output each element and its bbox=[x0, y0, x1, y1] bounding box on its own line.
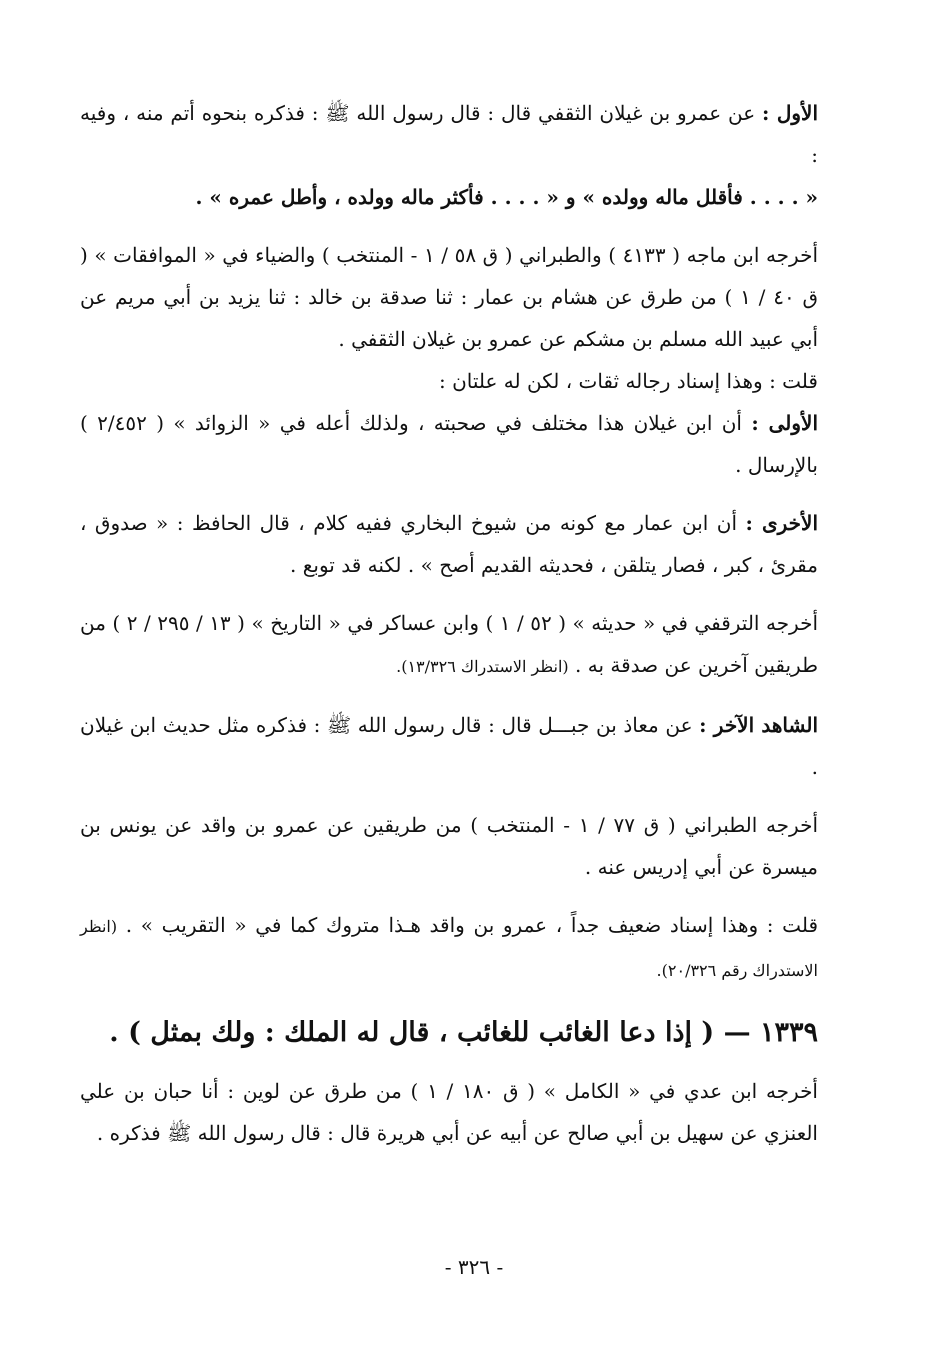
hadith-heading bbox=[80, 1008, 818, 1058]
section-takhrij-3 bbox=[80, 804, 818, 888]
ukhra-text: أن ابن عمار مع كونه من شيوخ البخاري ففيه كلام ، قال الحافظ : « صدوق ، مقرئ ، كبر ، فصار يتلقن ، فحديثه القديم أصح » . لكنه قد توبع . bbox=[80, 511, 818, 577]
takhrij-1-text: أخرجه ابن ماجه ( ٤١٣٣ ) والطبراني ( ق ٥٨ / ١ - المنتخب ) والضياء في « الموافقات » ( ق ٤٠ / ١ ) من طرق عن هشام بن عمار : ثنا صدقة بن خالد : ثنا يزيد بن أبي مريم عن أبي عبيد الله مسلم بن مشكم عن عمرو بن غيلان الثقفي . bbox=[80, 243, 819, 351]
paragraph bbox=[80, 804, 818, 888]
paragraph bbox=[80, 502, 818, 586]
paragraph bbox=[80, 176, 818, 218]
section-ukhra bbox=[80, 502, 818, 586]
paragraph bbox=[80, 402, 818, 486]
label-ukhra: الأخرى : bbox=[745, 511, 819, 535]
first-text: عن عمرو بن غيلان الثقفي قال : قال رسول الله ﷺ : فذكره بنحوه أتم منه ، وفيه : bbox=[80, 101, 818, 167]
section-shahid bbox=[80, 704, 818, 788]
paragraph bbox=[80, 704, 818, 788]
istidrak-note: (انظر الاستدراك رقم ٢٠/٣٢٦). bbox=[80, 917, 818, 980]
paragraph bbox=[80, 360, 818, 402]
shahid-text: عن معاذ بن جبـــل قال : قال رسول الله ﷺ : فذكره مثل حديث ابن غيلان . bbox=[80, 713, 818, 779]
section-takhrij-4 bbox=[80, 1070, 818, 1154]
label-shahid: الشاهد الآخر : bbox=[699, 713, 818, 737]
section-qultu bbox=[80, 904, 818, 992]
takhrij-4-text: أخرجه ابن عدي في « الكامل » ( ق ١٨٠ / ١ ) من طرق عن لوين : أنا حبان بن علي العنزي عن سهيل بن أبي صالح عن أبيه عن أبي هريرة قال : قال رسول الله ﷺ فذكره . bbox=[80, 1079, 818, 1145]
qultu-2-text: قلت : وهذا إسناد ضعيف جداً ، عمرو بن واقد هـذا متروك كما في « التقريب » . bbox=[125, 913, 818, 937]
istidrak-note: (انظر الاستدراك ١٣/٣٢٦). bbox=[396, 657, 569, 676]
section-takhrij-1 bbox=[80, 234, 818, 486]
section-first-witness bbox=[80, 92, 818, 218]
paragraph bbox=[80, 92, 818, 176]
quoted-wording: « . . . . فأقلل ماله وولده » و « . . . . فأكثر ماله وولده ، وأطل عمره » . bbox=[195, 185, 818, 209]
qultu-1-text: قلت : وهذا إسناد رجاله ثقات ، لكن له علتان : bbox=[438, 369, 818, 393]
paragraph bbox=[80, 234, 818, 360]
ula-text: أن ابن غيلان هذا مختلف في صحبته ، ولذلك أعله في « الزوائد » ( ٢/٤٥٢ ) بالإرسال . bbox=[80, 411, 818, 477]
paragraph bbox=[80, 1070, 818, 1154]
section-takhrij-2 bbox=[80, 602, 818, 688]
label-ula: الأولى : bbox=[751, 411, 819, 435]
takhrij-3-text: أخرجه الطبراني ( ق ٧٧ / ١ - المنتخب ) من طريقين عن عمرو بن واقد عن يونس بن ميسرة عن أبي إدريس عنه . bbox=[80, 813, 819, 879]
paragraph bbox=[80, 904, 818, 992]
takhrij-2-text: أخرجه الترقفي في « حديثه » ( ٥٢ / ١ ) وابن عساكر في « التاريخ » ( ١٣ / ٢٩٥ / ٢ ) من طريقين آخرين عن صدقة به . bbox=[80, 611, 819, 677]
label-first: الأول : bbox=[762, 101, 819, 125]
hadith-text: — ( إذا دعا الغائب للغائب ، قال له الملك : ولك بمثل ) . bbox=[109, 1017, 751, 1048]
paragraph bbox=[80, 602, 818, 688]
page-number: - ٣٢٦ - bbox=[444, 1255, 504, 1279]
page-text bbox=[80, 92, 818, 1312]
hadith-number: ١٣٣٩ bbox=[759, 1017, 818, 1048]
